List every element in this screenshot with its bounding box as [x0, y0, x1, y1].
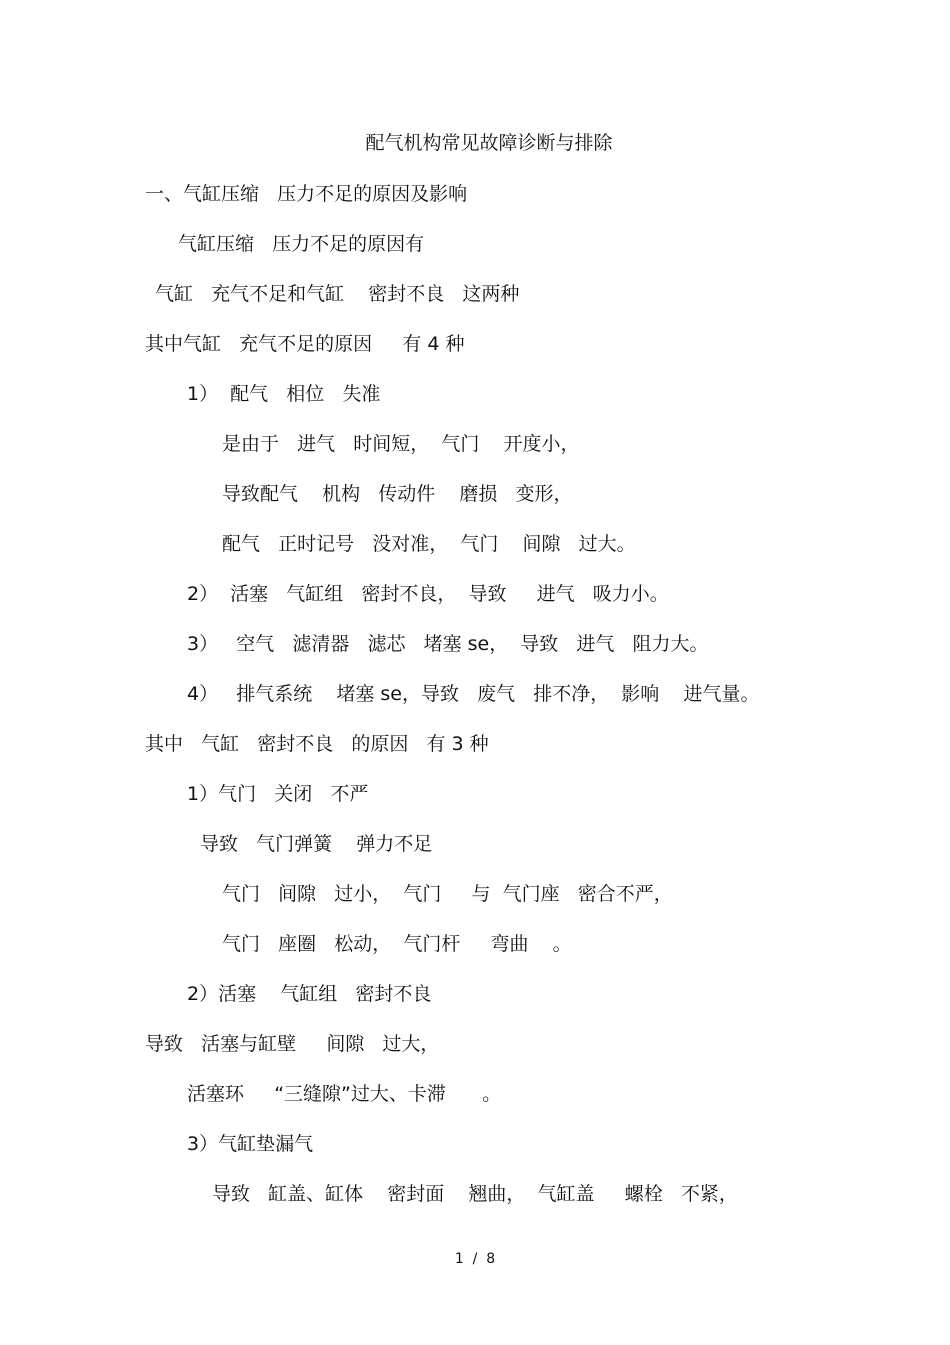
list-item: 1） 配气 相位 失准	[187, 383, 381, 405]
text-line: 其中 气缸 密封不良 的原因 有 3 种	[145, 733, 489, 755]
text-line: 气缸 充气不足和气缸 密封不良 这两种	[155, 283, 520, 305]
list-item: 3） 空气 滤清器 滤芯 堵塞 se， 导致 进气 阻力大。	[187, 633, 709, 655]
text-line: 是由于 进气 时间短， 气门 开度小，	[222, 433, 580, 455]
list-item: 2） 活塞 气缸组 密封不良， 导致 进气 吸力小。	[187, 583, 669, 605]
page-indicator: 1 / 8	[454, 1251, 496, 1267]
text-line: 气缸压缩 压力不足的原因有	[178, 233, 425, 255]
text-line: 活塞环 “三缝隙”过大、卡滞 。	[187, 1083, 502, 1105]
text-line: 气门 间隙 过小， 气门 与 气门座 密合不严，	[222, 883, 673, 905]
list-item: 1）气门 关闭 不严	[187, 783, 369, 805]
text-line: 配气 正时记号 没对准， 气门 间隙 过大。	[222, 533, 636, 555]
list-item: 4） 排气系统 堵塞 se，导致 废气 排不净， 影响 进气量。	[187, 683, 760, 705]
text-line: 导致 缸盖、缸体 密封面 翘曲， 气缸盖 螺栓 不紧，	[212, 1183, 738, 1205]
list-item: 3）气缸垫漏气	[187, 1133, 314, 1155]
text-line: 导致 气门弹簧 弹力不足	[200, 833, 433, 855]
list-item: 2）活塞 气缸组 密封不良	[187, 983, 432, 1005]
document-title: 配气机构常见故障诊断与排除	[365, 132, 613, 154]
section-heading: 一、气缸压缩 压力不足的原因及影响	[145, 183, 468, 205]
text-line: 导致 活塞与缸壁 间隙 过大，	[145, 1033, 440, 1055]
text-line: 气门 座圈 松动， 气门杆 弯曲 。	[222, 933, 572, 955]
text-line: 导致配气 机构 传动件 磨损 变形，	[222, 483, 573, 505]
text-line: 其中气缸 充气不足的原因 有 4 种	[145, 333, 465, 355]
